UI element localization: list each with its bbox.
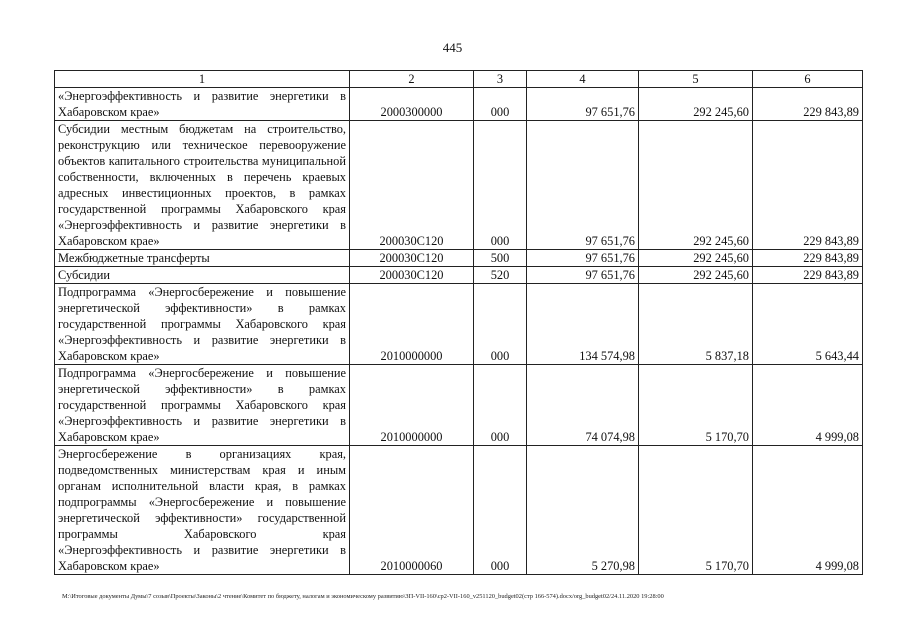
table-header-row bbox=[55, 71, 863, 88]
row-name: Субсидии bbox=[55, 267, 350, 284]
page-number: 445 bbox=[442, 40, 463, 55]
table-row bbox=[55, 121, 863, 250]
table-row bbox=[55, 365, 863, 446]
column-header: 3 bbox=[474, 71, 527, 88]
row-name: Межбюджетные трансферты bbox=[55, 250, 350, 267]
row-expense-type: 000 bbox=[474, 88, 527, 121]
row-value-col6: 229 843,89 bbox=[753, 88, 863, 121]
row-value-col4: 134 574,98 bbox=[527, 284, 639, 365]
row-code: 2010000000 bbox=[350, 284, 474, 365]
column-header: 6 bbox=[753, 71, 863, 88]
row-expense-type: 000 bbox=[474, 365, 527, 446]
row-name: Подпрограмма «Энергосбережение и повышение энергетической эффективности» в рамках государственной программы Хабаровского края «Энергоэффективность и развитие энергетики в Хабаровском крае» bbox=[55, 284, 350, 365]
row-value-col5: 292 245,60 bbox=[639, 267, 753, 284]
table-row bbox=[55, 284, 863, 365]
row-code: 2010000000 bbox=[350, 365, 474, 446]
row-value-col5: 5 170,70 bbox=[639, 365, 753, 446]
row-value-col4: 74 074,98 bbox=[527, 365, 639, 446]
row-code: 200030С120 bbox=[350, 267, 474, 284]
row-name: Подпрограмма «Энергосбережение и повышение энергетической эффективности» в рамках государственной программы Хабаровского края «Энергоэффективность и развитие энергетики в Хабаровском крае» bbox=[55, 365, 350, 446]
row-expense-type: 000 bbox=[474, 446, 527, 575]
row-value-col5: 5 170,70 bbox=[639, 446, 753, 575]
row-value-col6: 4 999,08 bbox=[753, 365, 863, 446]
row-name: «Энергоэффективность и развитие энергетики в Хабаровском крае» bbox=[55, 88, 350, 121]
row-value-col5: 292 245,60 bbox=[639, 250, 753, 267]
row-expense-type: 500 bbox=[474, 250, 527, 267]
row-value-col4: 97 651,76 bbox=[527, 88, 639, 121]
column-header: 1 bbox=[55, 71, 350, 88]
table-row bbox=[55, 267, 863, 284]
row-expense-type: 520 bbox=[474, 267, 527, 284]
table-row bbox=[55, 446, 863, 575]
row-expense-type: 000 bbox=[474, 121, 527, 250]
row-value-col4: 97 651,76 bbox=[527, 250, 639, 267]
column-header: 2 bbox=[350, 71, 474, 88]
table-row bbox=[55, 250, 863, 267]
row-value-col6: 4 999,08 bbox=[753, 446, 863, 575]
table-row bbox=[55, 88, 863, 121]
row-value-col5: 292 245,60 bbox=[639, 88, 753, 121]
row-code: 200030С120 bbox=[350, 121, 474, 250]
row-name: Энергосбережение в организациях края, подведомственных министерствам края и иным органам исполнительной власти края, в рамках подпрограммы «Энергосбережение и повышение энергетической эффективности» государственной программы Хабаровского края «Энергоэффективность и развитие энергетики в Хабаровском крае» bbox=[55, 446, 350, 575]
row-code: 200030С120 bbox=[350, 250, 474, 267]
column-header: 5 bbox=[639, 71, 753, 88]
row-value-col4: 97 651,76 bbox=[527, 121, 639, 250]
row-value-col4: 97 651,76 bbox=[527, 267, 639, 284]
row-name: Субсидии местным бюджетам на строительство, реконструкцию или техническое перевооружение объектов капитального строительства муниципальной собственности, включенных в перечень краевых адресных инвестиционных проектов, в рамках государственной программы Хабаровского края «Энергоэффективность и развитие энергетики в Хабаровском крае» bbox=[55, 121, 350, 250]
document-path-footer: M:\Итоговые документы Думы\7 созыв\Проекты\Законы\2 чтение\Комитет по бюджету, налогам и экономическому развитию\ЗП-VII-160\ср2-VII-160_v251120_budget02(стр 166-574).docx/org_budget02/24.11.2020 19:28:00 bbox=[62, 593, 664, 600]
row-code: 2010000060 bbox=[350, 446, 474, 575]
row-value-col4: 5 270,98 bbox=[527, 446, 639, 575]
row-value-col5: 292 245,60 bbox=[639, 121, 753, 250]
column-header: 4 bbox=[527, 71, 639, 88]
row-expense-type: 000 bbox=[474, 284, 527, 365]
budget-table bbox=[54, 70, 863, 575]
row-code: 2000300000 bbox=[350, 88, 474, 121]
row-value-col6: 229 843,89 bbox=[753, 250, 863, 267]
row-value-col6: 229 843,89 bbox=[753, 121, 863, 250]
row-value-col6: 5 643,44 bbox=[753, 284, 863, 365]
row-value-col5: 5 837,18 bbox=[639, 284, 753, 365]
row-value-col6: 229 843,89 bbox=[753, 267, 863, 284]
